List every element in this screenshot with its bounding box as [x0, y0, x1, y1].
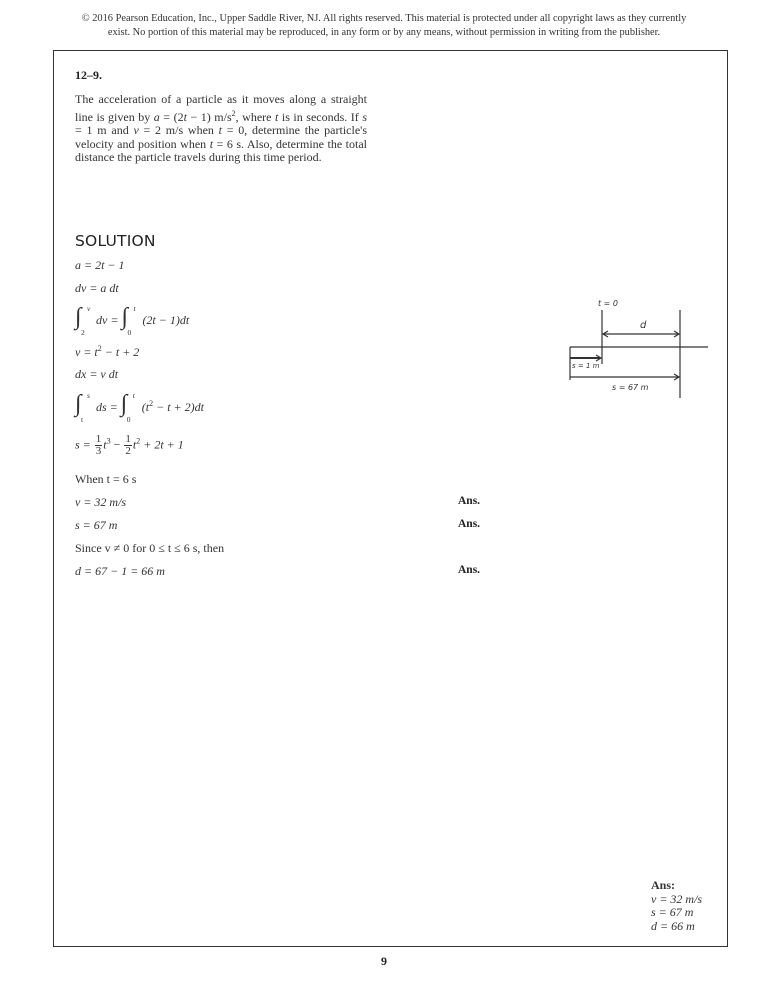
when-condition: When t = 6 s — [75, 472, 137, 486]
ans-marker-velocity: Ans. — [458, 495, 481, 507]
copyright-notice — [0, 12, 768, 40]
sketch-diagram-icon — [560, 298, 720, 402]
equation-integral-position: ∫ s t ds = ∫ t 0 $(t^2 - t + 2)dt$ — [75, 391, 204, 424]
equation-position: s = $\frac{1}{3}$ $t^3$ − $\frac{1}{2}$ $t^2 + 2t + 1$ — [75, 433, 184, 457]
equation-velocity: $v = t^2 - t + 2$ — [75, 344, 140, 359]
answer-distance: d = 66 m — [651, 918, 695, 933]
answer-summary-title: Ans: — [651, 878, 676, 892]
fraction: $\frac{1}{3}$ — [95, 433, 102, 457]
svg-text:d: d — [640, 320, 647, 331]
problem-statement: The acceleration of a particle as it moves along a straight line is given by a = (2t − 1) $m/s^2$, where t is in seconds. If s = 1 m and v = 2 m/s when t = 0, determine the particle's velocity and position when t = 6 s. Also, determine the total distance the particle travels during this time period. — [75, 92, 367, 165]
ans-marker-distance: Ans. — [458, 564, 481, 576]
position-diagram — [560, 298, 720, 402]
integral-sign: ∫ s t — [75, 391, 90, 424]
integral-sign: ∫ t 0 — [120, 391, 135, 424]
position-result: s = 67 m — [75, 518, 118, 532]
svg-text:s = 1 m: s = 1 m — [572, 362, 600, 370]
equation-dv: dv = a dt — [75, 281, 119, 295]
integral-sign: ∫ t 0 — [121, 304, 136, 337]
answer-velocity: v = 32 m/s — [651, 891, 703, 906]
svg-text:s = 67 m: s = 67 m — [612, 383, 649, 392]
velocity-result: v = 32 m/s — [75, 495, 127, 509]
equation-dx: dx = v dt — [75, 367, 119, 381]
solution-heading: SOLUTION — [75, 232, 156, 250]
integral-sign: ∫ v 2 — [75, 304, 91, 337]
equation-integral-velocity: ∫ v 2 dv = ∫ t 0 (2t − 1)dt — [75, 304, 190, 337]
answer-position: s = 67 m — [651, 905, 694, 919]
svg-text:t = 0: t = 0 — [598, 299, 619, 308]
equation-acceleration: a = 2t − 1 — [75, 258, 125, 272]
ans-marker-position: Ans. — [458, 518, 481, 530]
copyright-line-1: © 2016 Pearson Education, Inc., Upper Saddle River, NJ. All rights reserved. This material is protected under all copyright laws as they currently — [81, 13, 687, 24]
copyright-line-2: exist. No portion of this material may be reproduced, in any form or by any means, without permission in writing from the publisher. — [107, 27, 661, 38]
distance-result: d = 67 − 1 = 66 m — [75, 564, 165, 578]
fraction: $\frac{1}{2}$ — [125, 433, 131, 457]
page-number: 9 — [381, 954, 387, 968]
since-statement: Since v ≠ 0 for 0 ≤ t ≤ 6 s, then — [75, 541, 225, 555]
answer-summary — [651, 879, 702, 933]
problem-number: 12–9. — [75, 68, 102, 82]
page-frame — [53, 50, 728, 947]
